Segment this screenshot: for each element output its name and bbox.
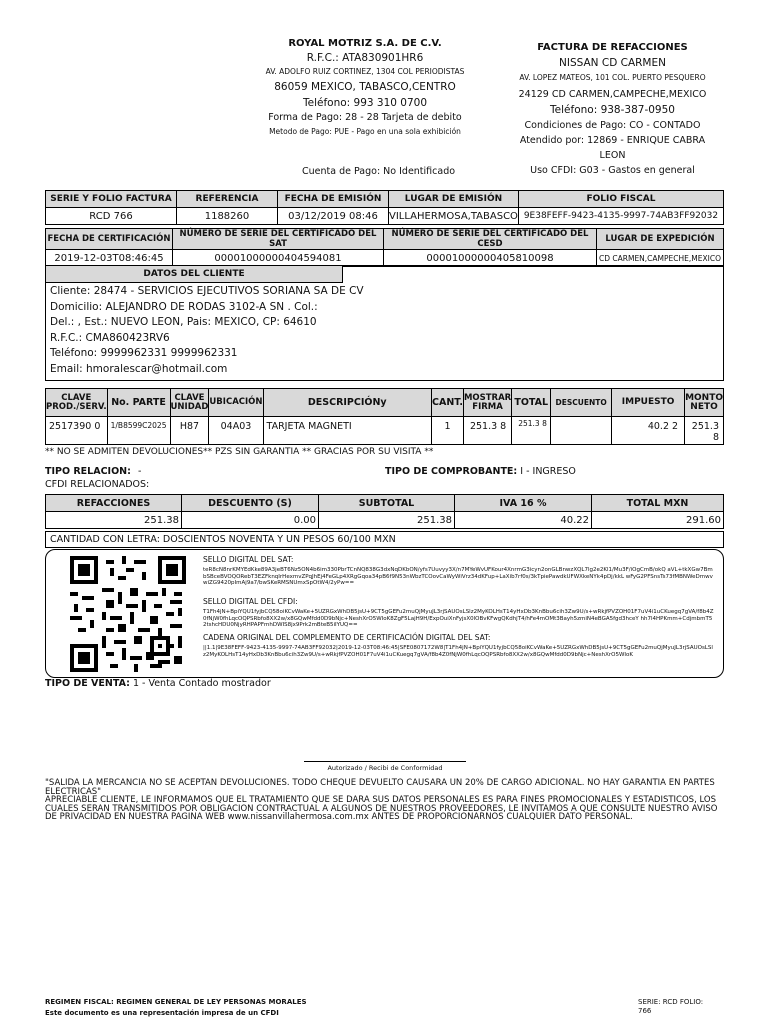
item-ubicacion: 04A03 (209, 417, 263, 445)
factura-info-table (45, 190, 724, 225)
factura-address: AV. LOPEZ MATEOS, 101 COL. PUERTO PESQUERO (519, 73, 706, 82)
representacion-impresa: Este documento es una representación impresa de un CFDI (45, 1009, 279, 1017)
tipo-venta-value: 1 - Venta Contado mostrador (132, 678, 271, 689)
th-serie-sat: NÚMERO DE SERIE DEL CERTIFICADO DEL SAT (173, 229, 384, 250)
th-descuento-total: DESCUENTO (S) (182, 495, 319, 512)
tipo-comprobante-label: TIPO DE COMPROBANTE: (385, 466, 518, 477)
th-descripcion: DESCRIPCIÓNy (263, 389, 432, 417)
factura-phone: Teléfono: 938-387-0950 (550, 104, 675, 116)
cfdi-relacionados: CFDI RELACIONADOS: (45, 479, 150, 490)
cliente-telefono: Teléfono: 9999962331 9999962331 (50, 347, 238, 359)
th-subtotal: SUBTOTAL (319, 495, 455, 512)
serie-folio-footer (638, 998, 703, 1016)
signature-line (304, 761, 466, 762)
cliente-title: DATOS DEL CLIENTE (46, 266, 343, 283)
emisor-name: ROYAL MOTRIZ S.A. DE C.V. (288, 38, 442, 49)
uso-cfdi: Uso CFDI: G03 - Gastos en general (530, 165, 695, 176)
emisor-address: AV. ADOLFO RUIZ CORTINEZ, 1304 COL PERIODISTAS (265, 67, 465, 76)
tipo-relacion (45, 466, 141, 477)
emisor-rfc: R.F.C.: ATA830901HR6 (306, 52, 424, 64)
totals-table (45, 494, 724, 529)
fecha-certificacion: 2019-12-03T08:46:45 (46, 250, 173, 267)
lugar-expedicion: CD CARMEN,CAMPECHE,MEXICO (597, 250, 724, 267)
sello-sat-text: teR8cN8nrKMYEdKke89A3jeBT6Nz5ON4b6im330PbrTCnNQ838G3dxNqDKbON/yfs7Uuvyy3X/n7MYeWvUFKour4XnrmG3icyn2onGLBnwzXQL7lg2e2Kl1/Mu3F/iOgCmB/okQ aVL+tkXGw7BmbSBceBVOQORebT3EZFknqIrHexmvZPqJhEj4FeGLp4XRgGqoa34pB6f9N53nWbzTCOovCaWyWiVrz34dKFup+LaXib7rf0s/3kTpiePawdkUFWXkeNYk4pDj/kkL wFyG2PFSnsTs73fMBNWeDmwvwiZG9420pImAj9a7/bwSKeRMSNUmxSpOtW4/2yPw== (203, 567, 713, 586)
item-clave-unidad: H87 (170, 417, 209, 445)
legal-devoluciones: "SALIDA LA MERCANCIA NO SE ACEPTAN DEVOLUCIONES. TODO CHEQUE DEVUELTO CAUSARA UN 20% DE CARGO ADICIONAL. NO HAY GARANTIA EN PARTES ELECTRICAS" (45, 778, 715, 797)
tipo-relacion-value: - (137, 466, 142, 477)
th-clave-unidad: CLAVE UNIDAD (170, 389, 209, 417)
tipo-venta-label: TIPO DE VENTA: (45, 678, 130, 689)
serie-folio-line2: 766 (638, 1007, 652, 1015)
emisor-city: 86059 MEXICO, TABASCO,CENTRO (274, 81, 456, 93)
refacciones-value: 251.38 (46, 512, 182, 529)
qr-code-icon (70, 556, 186, 672)
legal-block (45, 779, 725, 822)
item-cantidad: 1 (432, 417, 464, 445)
th-impuesto: IMPUESTO (612, 389, 685, 417)
cliente-nombre: Cliente: 28474 - SERVICIOS EJECUTIVOS SORIANA SA DE CV (50, 285, 364, 297)
th-fecha-certificacion: FECHA DE CERTIFICACIÓN (46, 229, 173, 250)
cliente-rfc: R.F.C.: CMA860423RV6 (50, 331, 170, 344)
item-descripcion: TARJETA MAGNETI (263, 417, 432, 445)
sellos-text-block (203, 555, 715, 671)
regimen-fiscal: REGIMEN FISCAL: REGIMEN GENERAL DE LEY PERSONAS MORALES (45, 998, 307, 1006)
sello-sat-title: SELLO DIGITAL DEL SAT: (203, 555, 294, 564)
factura-block (505, 40, 720, 178)
item-total: 251.3 8 (512, 417, 551, 445)
condiciones-pago: Condiciones de Pago: CO - CONTADO (524, 120, 701, 131)
th-total: TOTAL (512, 389, 551, 417)
th-fecha-emision: FECHA DE EMISIÓN (278, 191, 389, 208)
item-mostrar-firma: 251.3 8 (463, 417, 511, 445)
emisor-phone: Teléfono: 993 310 0700 (302, 97, 428, 109)
atendido-por-cont: LEON (599, 150, 626, 161)
item-descuento (551, 417, 612, 445)
th-lugar-expedicion: LUGAR DE EXPEDICIÓN (597, 229, 724, 250)
th-folio-fiscal: FOLIO FISCAL (518, 191, 723, 208)
folio-fiscal: 9E38FEFF-9423-4135-9997-74AB3FF92032 (518, 208, 723, 225)
items-table (45, 388, 724, 445)
th-iva: IVA 16 % (455, 495, 592, 512)
legal-privacidad: APRECIABLE CLIENTE, LE INFORMAMOS QUE EL TRATAMIENTO QUE SE DARA SUS DATOS PERSONALES ES PARA FINES PROMOCIONALES Y ESTADISTICOS, LOS CUALES SERAN TRANSMITIDOS POR OBLIGACION CONTRACTUAL A ALGUNOS DE NUESTROS PROVEEDORES, LE INVITAMOS A QUE CONSULTE NUESTRO AVISO DE PRIVACIDAD EN NUESTRA PAGINA WEB www.nissanvillahermosa.com.mx ANTES DE PROPORCIONARNOS CUALQUIER DATO PERSONAL. (45, 795, 718, 822)
tipo-relacion-label: TIPO RELACION: (45, 466, 131, 477)
signature-label: Autorizado / Recibi de Conformidad (327, 764, 443, 772)
iva-value: 40.22 (455, 512, 592, 529)
sello-cfdi-title: SELLO DIGITAL DEL CFDI: (203, 597, 298, 606)
th-mostrar-firma: MOSTRAR FIRMA (463, 389, 511, 417)
descuento-value: 0.00 (182, 512, 319, 529)
th-descuento: DESCUENTO (551, 389, 612, 417)
cadena-original-text: ||1.1|9E38FEFF-9423-4135-9997-74AB3FF92032|2019-12-03T08:46:45|SFE0807172W8|T1Fh4jN+BpiYQU1fyjbCQ58oiKCvWaKe+5UZRGxWhDB5jsU+9CT5gGEFu2muQjMyuJL3rjSAUOsLSlz2MyKOLHsT14yHxDb3KnBbu6cih3Zw9U/s+wRkjfPVZOH01F7uV4i1uCKuegq7gVA/f8b4Z0fNjW0fhLqcOQPSRbfo8XX2w/x8GQwMfdd0D9bNjc+NeshXrO5WIoK (203, 645, 713, 658)
tipo-venta (45, 678, 271, 689)
tipo-comprobante (385, 466, 576, 477)
th-total-mxn: TOTAL MXN (592, 495, 724, 512)
th-referencia: REFERENCIA (177, 191, 278, 208)
serie-sat: 00001000000404594081 (173, 250, 384, 267)
cliente-domicilio: Domicilio: ALEJANDRO DE RODAS 3102-A SN . Col.: (50, 300, 318, 313)
factura-city: 24129 CD CARMEN,CAMPECHE,MEXICO (518, 89, 707, 100)
th-cantidad: CANT. (432, 389, 464, 417)
factura-branch: NISSAN CD CARMEN (559, 57, 666, 69)
cantidad-letra: CANTIDAD CON LETRA: DOSCIENTOS NOVENTA Y UN PESOS 60/100 MXN (50, 534, 396, 545)
serie-folio-line1: SERIE: RCD FOLIO: (638, 998, 704, 1006)
item-impuesto: 40.2 2 (612, 417, 685, 445)
cadena-original-title: CADENA ORIGINAL DEL COMPLEMENTO DE CERTIFICACIÓN DIGITAL DEL SAT: (203, 633, 491, 642)
cliente-email: Email: hmoralescar@hotmail.com (50, 362, 228, 375)
item-clave-prod: 2517390 0 (46, 417, 108, 445)
th-monto-neto: MONTO NETO (685, 389, 724, 417)
notice-text: ** NO SE ADMITEN DEVOLUCIONES** PZS SIN GARANTIA ** GRACIAS POR SU VISITA ** (45, 447, 434, 457)
serie-folio: RCD 766 (46, 208, 177, 225)
total-mxn-value: 291.60 (592, 512, 724, 529)
referencia: 1188260 (177, 208, 278, 225)
cliente-estado: Del.: , Est.: NUEVO LEON, Pais: MEXICO, CP: 64610 (50, 316, 317, 328)
serie-cesd: 00001000000405810098 (384, 250, 597, 267)
cantidad-letra-box (45, 531, 724, 548)
cuenta-pago: Cuenta de Pago: No Identificado (302, 166, 456, 177)
th-clave-prod: CLAVE PROD./SERV. (46, 389, 108, 417)
th-serie-cesd: NÚMERO DE SERIE DEL CERTIFICADO DEL CESD (384, 229, 597, 250)
factura-title: FACTURA DE REFACCIONES (537, 42, 688, 53)
emisor-block (250, 36, 480, 139)
item-monto-neto: 251.3 8 (685, 417, 724, 445)
th-refacciones: REFACCIONES (46, 495, 182, 512)
cliente-section (45, 265, 724, 381)
tipo-comprobante-value: I - INGRESO (520, 466, 576, 477)
metodo-pago: Metodo de Pago: PUE - Pago en una sola exhibición (269, 127, 461, 136)
cliente-lines (46, 283, 723, 377)
item-no-parte: 1/B8599C2025 (107, 417, 170, 445)
th-lugar-emision: LUGAR DE EMISIÓN (389, 191, 519, 208)
sellos-section (45, 549, 724, 678)
subtotal-value: 251.38 (319, 512, 455, 529)
table-row (46, 417, 724, 445)
forma-pago: Forma de Pago: 28 - 28 Tarjeta de debito (268, 112, 462, 123)
certificacion-table (45, 228, 724, 267)
atendido-por: Atendido por: 12869 - ENRIQUE CABRA (519, 135, 706, 146)
th-serie-folio: SERIE Y FOLIO FACTURA (46, 191, 177, 208)
lugar-emision: VILLAHERMOSA,TABASCO (389, 208, 519, 225)
sello-cfdi-text: T1Fh4jN+BpiYQU1fyjbCQ58oiKCvWaKe+5UZRGxWhDB5jsU+9CT5gGEFu2muQjMyuJL3rjSAUOsLSlz2MyKOLHsT14yHxDb3KnBbu6cih3Zw9U/s+wRkjfPVZOH01F7uV4i1uCKuegq7gVA/f8b4Z0fNjW0fhLqcOQPSRbfo8XX2w/x8GQwMfdd0D9bNjc+NeshXrO5WIoK8ZgF5LajH9H/ExpOuiXnFyjsX0lOBvKFwgQKdhjT4/hFe4mOMt3Bayh5zmiN4eBGA5fgd3hceY hh7l4HPKmm+CdjmbmT52tshcHDU0NjyRHPAPFmhDWIS8jx9Prk2mBteB5iIYUQ== (203, 609, 714, 628)
th-ubicacion: UBICACIÓN (209, 389, 263, 417)
th-no-parte: No. PARTE (107, 389, 170, 417)
fecha-emision: 03/12/2019 08:46 (278, 208, 389, 225)
